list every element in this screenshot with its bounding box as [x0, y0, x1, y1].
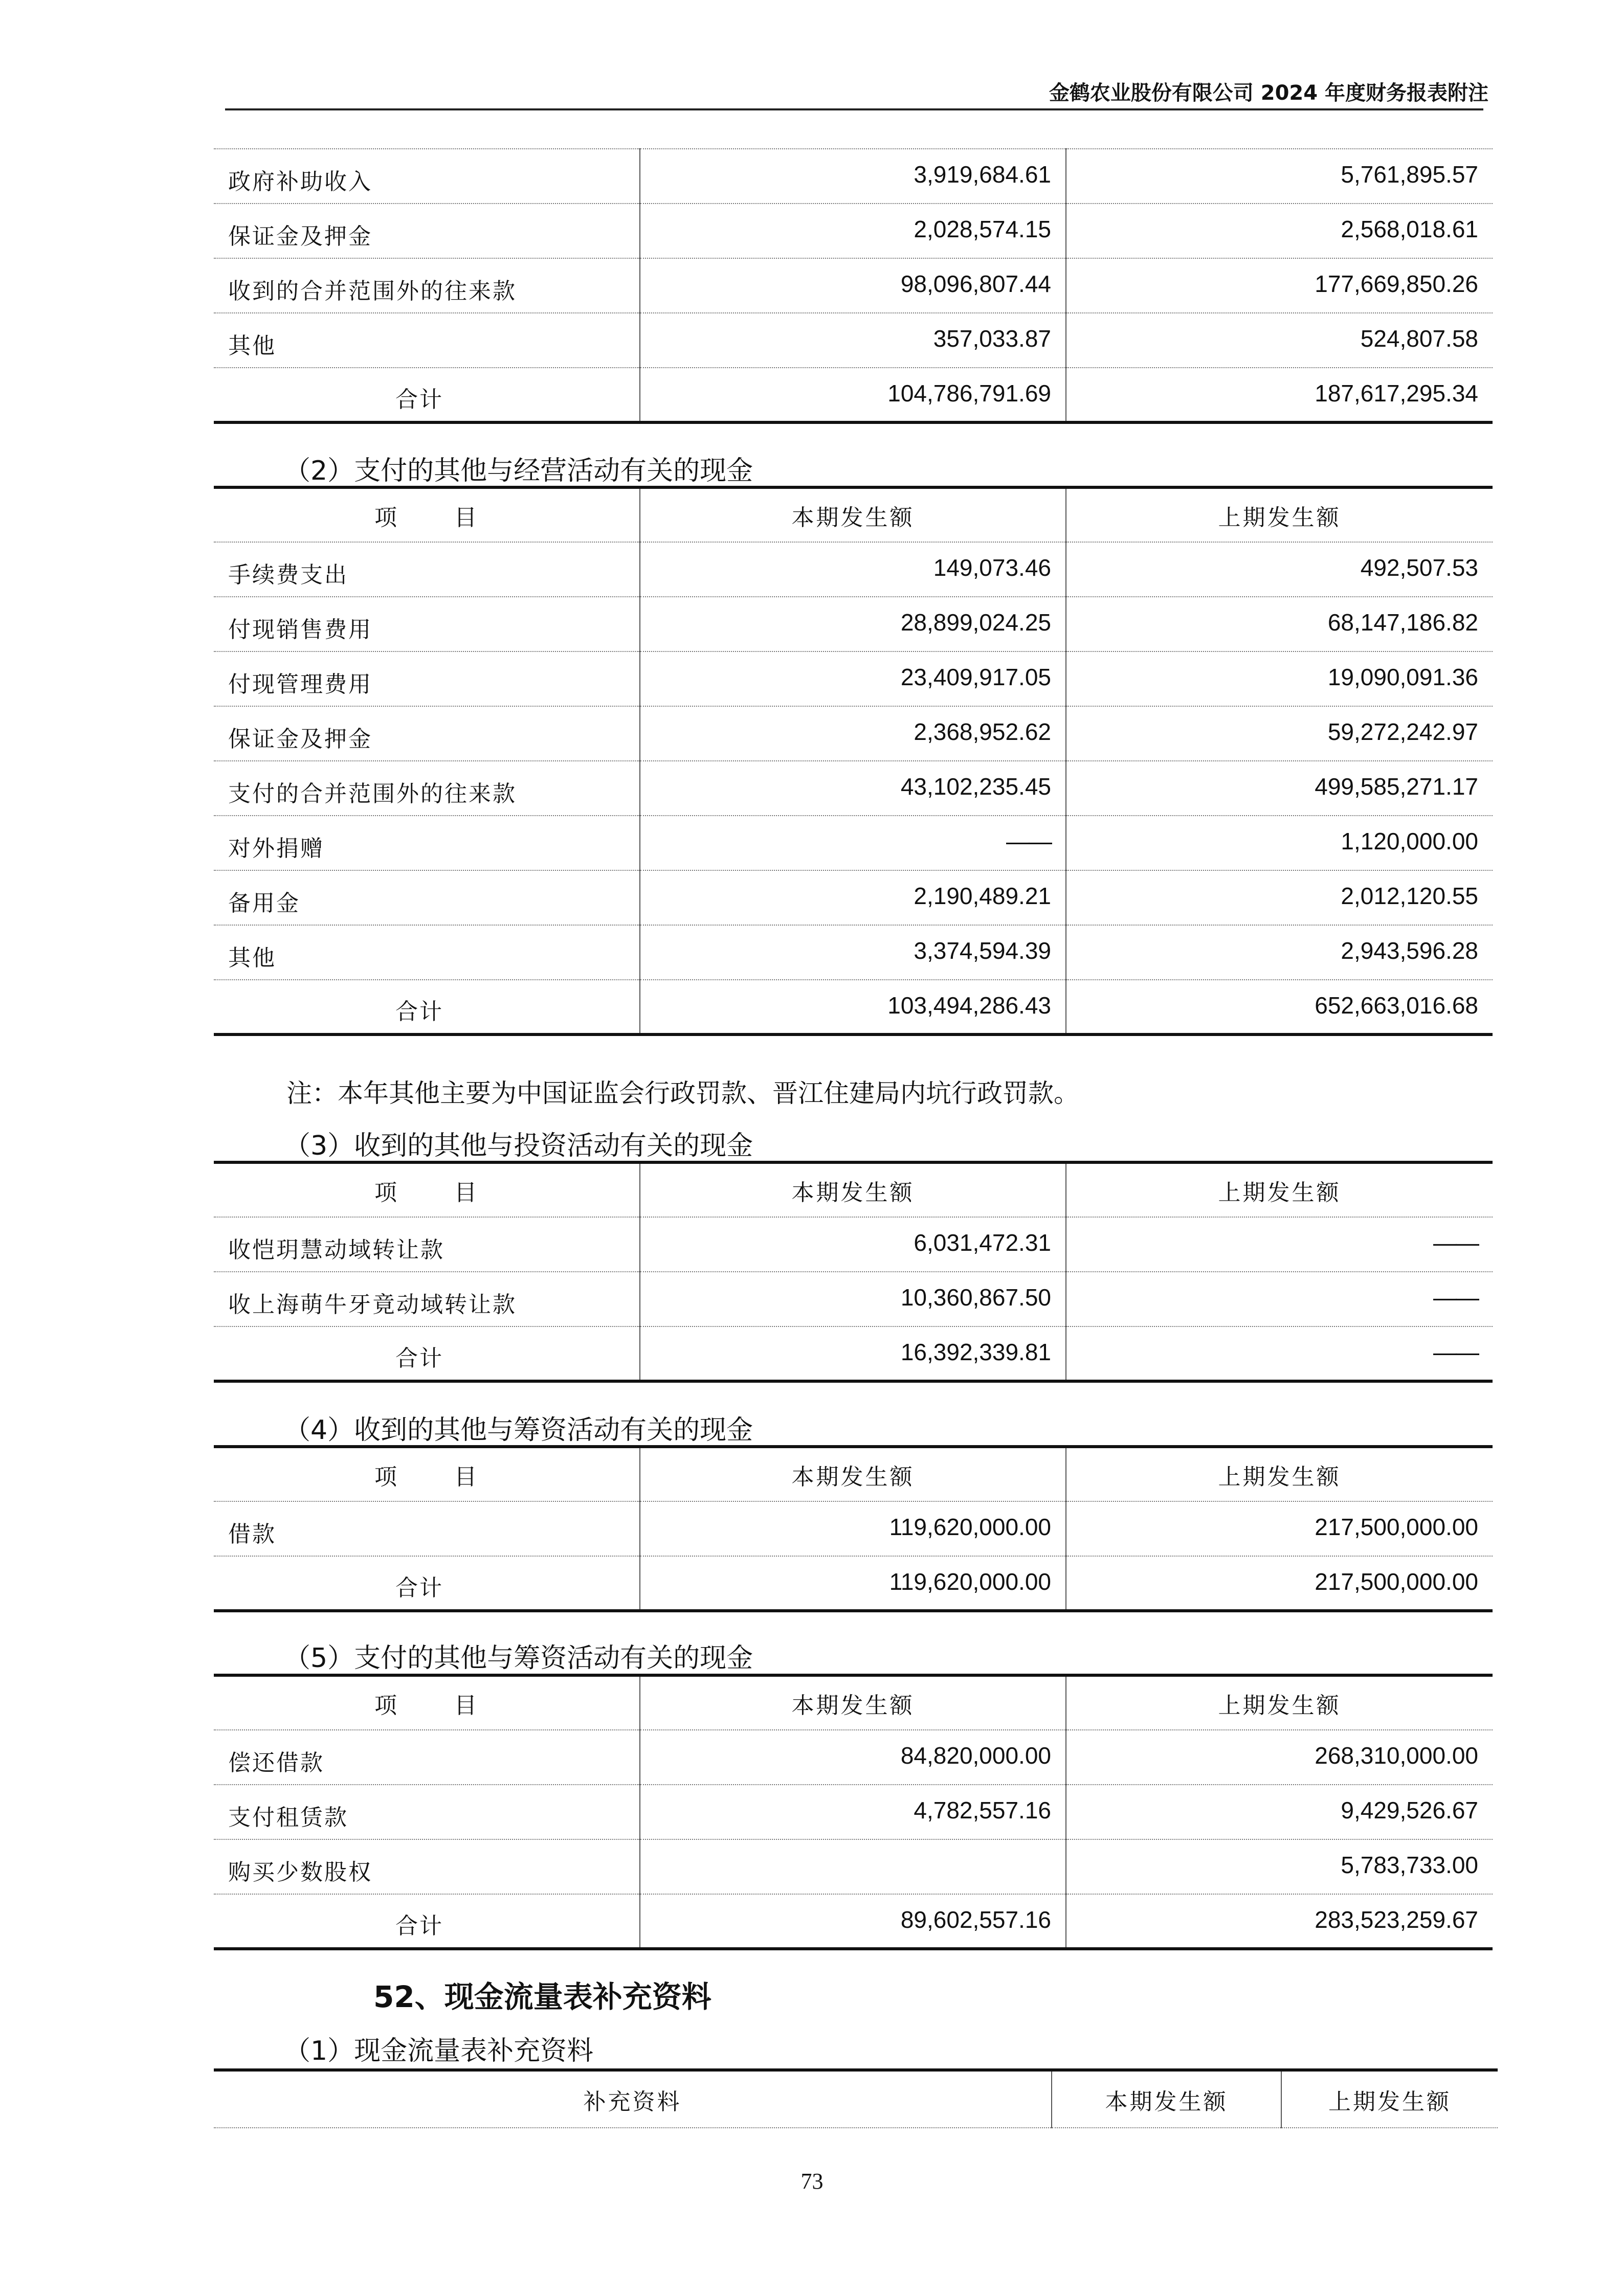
section-52-title: 52、现金流量表补充资料: [373, 1979, 711, 2014]
document-header-title: 金鹤农业股份有限公司 2024 年度财务报表附注: [1049, 81, 1488, 105]
row-current: 119,620,000.00: [640, 1501, 1066, 1556]
table-row: [214, 870, 1493, 925]
table-row: [214, 651, 1493, 706]
row-prior: 19,090,091.36: [1066, 651, 1493, 706]
table-row: [214, 925, 1493, 980]
row-item: 借款: [214, 1501, 640, 1556]
total-row: [214, 368, 1493, 422]
row-current: 3,374,594.39: [640, 925, 1066, 980]
section-3-title: （3）收到的其他与投资活动有关的现金: [284, 1131, 753, 1161]
received-operating-cash-table: [214, 148, 1493, 424]
row-current: 6,031,472.31: [640, 1217, 1066, 1272]
table-row: [214, 1272, 1493, 1326]
row-current: 98,096,807.44: [640, 258, 1066, 313]
table-row: [214, 816, 1493, 870]
row-prior: ——: [1066, 1217, 1493, 1272]
row-prior: 2,943,596.28: [1066, 925, 1493, 980]
table-row: [214, 149, 1493, 204]
row-item: 付现销售费用: [214, 597, 640, 651]
row-current: 3,919,684.61: [640, 149, 1066, 204]
total-current: 89,602,557.16: [640, 1894, 1066, 1949]
header-rule: [225, 108, 1483, 110]
row-prior: 9,429,526.67: [1066, 1785, 1493, 1839]
row-prior: 5,761,895.57: [1066, 149, 1493, 204]
total-current: 103,494,286.43: [640, 980, 1066, 1034]
table-row: [214, 204, 1493, 258]
section-4-title: （4）收到的其他与筹资活动有关的现金: [284, 1415, 753, 1446]
row-current: 43,102,235.45: [640, 761, 1066, 816]
row-current: 84,820,000.00: [640, 1730, 1066, 1785]
row-item: 其他: [214, 925, 640, 980]
table-header-row: [214, 2070, 1498, 2128]
row-prior: 68,147,186.82: [1066, 597, 1493, 651]
section-52-subtitle: （1）现金流量表补充资料: [284, 2036, 594, 2066]
row-item: 政府补助收入: [214, 149, 640, 204]
total-current: 119,620,000.00: [640, 1556, 1066, 1611]
table-row: [214, 1217, 1493, 1272]
total-row: [214, 1556, 1493, 1611]
row-item: 收到的合并范围外的往来款: [214, 258, 640, 313]
row-item: 付现管理费用: [214, 651, 640, 706]
row-item: 手续费支出: [214, 542, 640, 597]
row-prior: 59,272,242.97: [1066, 706, 1493, 761]
row-current: 2,190,489.21: [640, 870, 1066, 925]
page-number: 73: [800, 2169, 824, 2194]
table-header-row: [214, 1447, 1493, 1501]
row-current: 149,073.46: [640, 542, 1066, 597]
total-label: 合计: [214, 368, 640, 422]
section-2-note: 注：本年其他主要为中国证监会行政罚款、晋江住建局内坑行政罚款。: [286, 1078, 1079, 1108]
total-label: 合计: [214, 980, 640, 1034]
row-item: 购买少数股权: [214, 1839, 640, 1894]
row-prior: 5,783,733.00: [1066, 1839, 1493, 1894]
total-prior: 283,523,259.67: [1315, 1906, 1478, 1933]
row-item: 其他: [214, 313, 640, 368]
table-header-row: [214, 1162, 1493, 1217]
header-item: 补充资料: [214, 2070, 1052, 2128]
row-current: 28,899,024.25: [640, 597, 1066, 651]
header-current: 本期发生额: [640, 1675, 1066, 1730]
header-prior: 上期发生额: [1281, 2070, 1498, 2128]
total-label: 合计: [214, 1326, 640, 1381]
total-prior: ——: [1433, 1339, 1478, 1365]
table-row: [214, 1730, 1493, 1785]
table-row: [214, 706, 1493, 761]
total-current: 104,786,791.69: [640, 368, 1066, 422]
row-item: 支付的合并范围外的往来款: [214, 761, 640, 816]
row-current: 23,409,917.05: [640, 651, 1066, 706]
table-header-row: [214, 1675, 1493, 1730]
row-item: 备用金: [214, 870, 640, 925]
row-prior: 2,568,018.61: [1066, 204, 1493, 258]
total-row: [214, 1894, 1493, 1949]
row-prior: 492,507.53: [1066, 542, 1493, 597]
row-current: 4,782,557.16: [640, 1785, 1066, 1839]
table-row: [214, 313, 1493, 368]
row-prior: 217,500,000.00: [1066, 1501, 1493, 1556]
received-investing-cash-table: [214, 1161, 1493, 1383]
row-prior: 524,807.58: [1066, 313, 1493, 368]
row-item: 对外捐赠: [214, 816, 640, 870]
table-row: [214, 258, 1493, 313]
row-item: 偿还借款: [214, 1730, 640, 1785]
total-label: 合计: [214, 1556, 640, 1611]
row-current: [640, 1839, 1066, 1894]
paid-operating-cash-table: [214, 486, 1493, 1036]
row-item: 收恺玥慧动域转让款: [214, 1217, 640, 1272]
header-item: 项 目: [214, 1162, 640, 1217]
total-row: [214, 980, 1493, 1034]
header-item: 项 目: [214, 1447, 640, 1501]
header-prior: 上期发生额: [1066, 1675, 1493, 1730]
header-current: 本期发生额: [640, 1162, 1066, 1217]
paid-financing-cash-table: [214, 1674, 1493, 1950]
section-5-title: （5）支付的其他与筹资活动有关的现金: [284, 1643, 753, 1674]
row-item: 保证金及押金: [214, 204, 640, 258]
row-item: 保证金及押金: [214, 706, 640, 761]
table-row: [214, 597, 1493, 651]
section-2-title: （2）支付的其他与经营活动有关的现金: [284, 456, 753, 486]
row-current: 2,028,574.15: [640, 204, 1066, 258]
total-row: [214, 1326, 1493, 1381]
header-item: 项 目: [214, 487, 640, 542]
table-row: [214, 1785, 1493, 1839]
row-prior: 2,012,120.55: [1066, 870, 1493, 925]
row-prior: 1,120,000.00: [1066, 816, 1493, 870]
row-current: ——: [640, 816, 1066, 870]
header-prior: 上期发生额: [1066, 1162, 1493, 1217]
total-label: 合计: [214, 1894, 640, 1949]
header-current: 本期发生额: [1052, 2070, 1281, 2128]
row-prior: ——: [1066, 1272, 1493, 1326]
cash-flow-supplement-table: [214, 2068, 1498, 2128]
header-prior: 上期发生额: [1066, 1447, 1493, 1501]
header-prior: 上期发生额: [1066, 487, 1493, 542]
total-prior: 217,500,000.00: [1315, 1568, 1478, 1595]
row-current: 2,368,952.62: [640, 706, 1066, 761]
row-prior: 499,585,271.17: [1066, 761, 1493, 816]
row-prior: 177,669,850.26: [1066, 258, 1493, 313]
table-row: [214, 542, 1493, 597]
received-financing-cash-table: [214, 1445, 1493, 1612]
total-current: 16,392,339.81: [640, 1326, 1066, 1381]
table-row: [214, 1839, 1493, 1894]
table-row: [214, 1501, 1493, 1556]
row-current: 357,033.87: [640, 313, 1066, 368]
row-item: 支付租赁款: [214, 1785, 640, 1839]
header-item: 项 目: [214, 1675, 640, 1730]
header-current: 本期发生额: [640, 1447, 1066, 1501]
header-current: 本期发生额: [640, 487, 1066, 542]
row-prior: 268,310,000.00: [1066, 1730, 1493, 1785]
table-row: [214, 761, 1493, 816]
row-item: 收上海萌牛牙竟动域转让款: [214, 1272, 640, 1326]
total-prior: 187,617,295.34: [1066, 368, 1493, 422]
total-prior: 652,663,016.68: [1315, 992, 1478, 1019]
table-header-row: [214, 487, 1493, 542]
row-current: 10,360,867.50: [640, 1272, 1066, 1326]
